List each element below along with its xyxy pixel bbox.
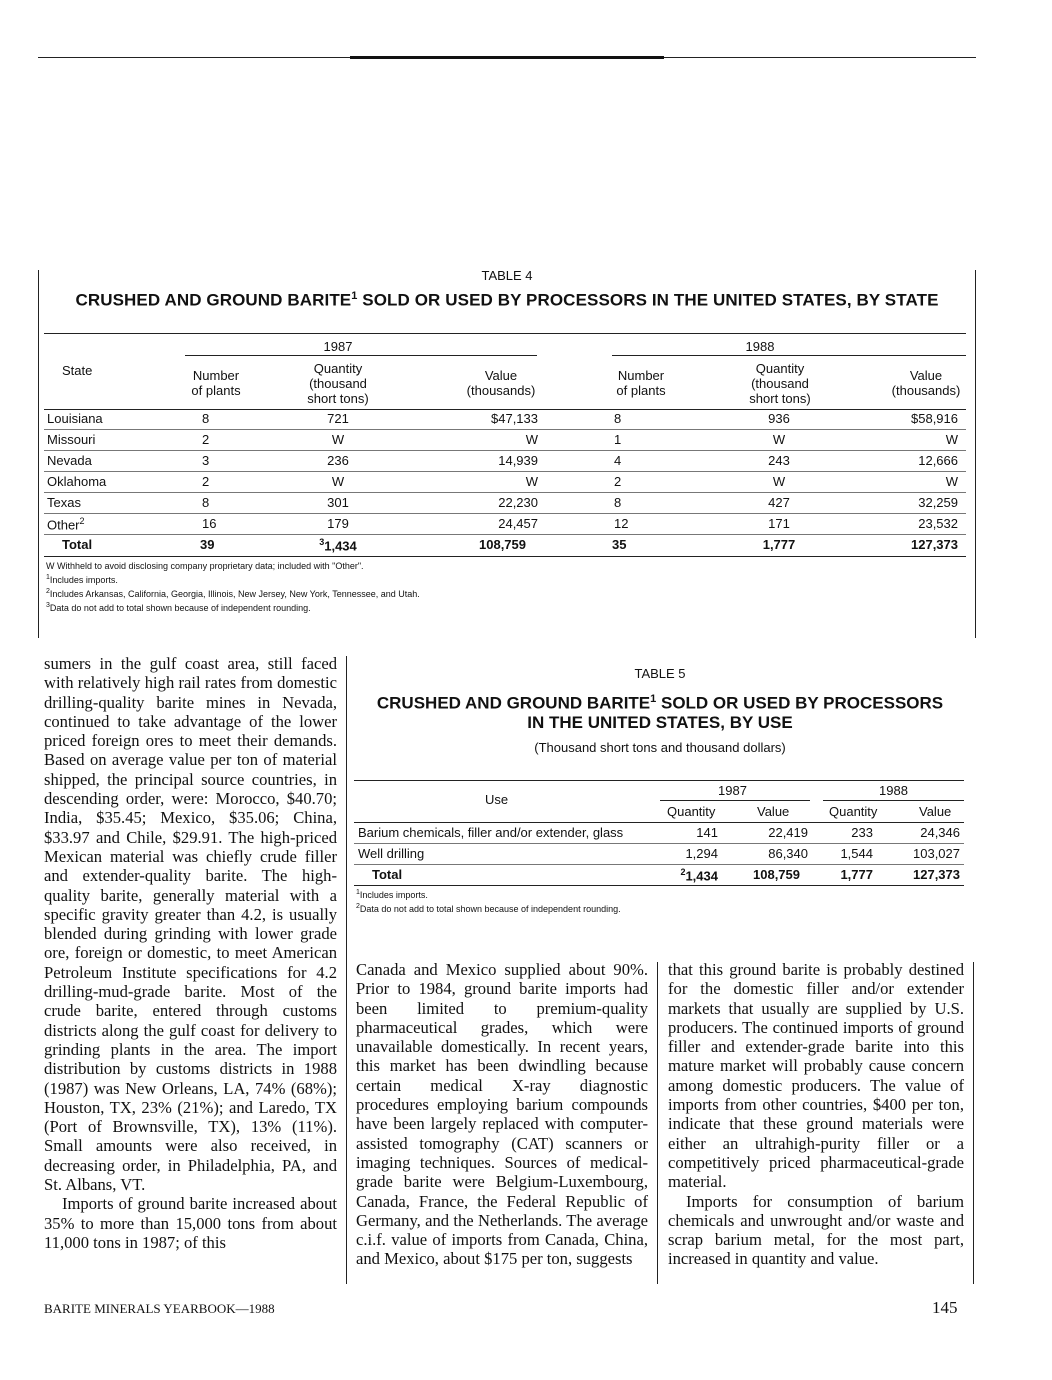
t5-total-qty88: 1,777 — [840, 867, 873, 882]
t4-plants88: 12 — [614, 516, 629, 531]
t5-qty87: 141 — [696, 825, 718, 840]
top-rule-thick — [350, 56, 664, 59]
t4-state — [47, 516, 85, 532]
table4-title-main: CRUSHED AND GROUND BARITE — [75, 290, 352, 310]
table5-subtitle: (Thousand short tons and thousand dollars) — [534, 740, 786, 755]
t4-col-value-88 — [886, 368, 966, 398]
t4-col-qty-88-l3: short tons) — [749, 391, 811, 406]
t4-value88: W — [945, 432, 958, 447]
t5-col-use: Use — [485, 792, 509, 807]
t4-col-plants-88-l1: Number — [617, 368, 665, 383]
t4-value87: 14,939 — [498, 453, 538, 468]
t4-value88: 23,532 — [918, 516, 958, 531]
t4-total-value88: 127,373 — [911, 537, 958, 552]
t4-year2-rule — [612, 355, 966, 356]
t4-value88: 32,259 — [918, 495, 958, 510]
column-divider-2 — [657, 962, 658, 1284]
t4-total-value87: 108,759 — [479, 537, 526, 552]
t4-footnote-w: W Withheld to avoid disclosing company proprietary data; included with "Other". — [46, 561, 364, 571]
t5-qty88: 1,544 — [840, 846, 873, 861]
t4-fn2-text: Includes Arkansas, California, Georgia, Illinois, New Jersey, New York, Tennessee, and Utah. — [49, 589, 420, 599]
t5-total-qty87-text: 1,434 — [685, 868, 718, 884]
col1-paragraph-2: Imports of ground barite increased about 35% to more than 15,000 tons from about 11,000 tons in 1987; of this — [44, 1194, 337, 1252]
table5-title-line2: IN THE UNITED STATES, BY USE — [527, 712, 793, 732]
t4-total-plants87: 39 — [200, 537, 215, 552]
t4-col-qty-88-l2: (thousand — [751, 376, 809, 391]
t4-col-value-87-l1: Value — [484, 368, 518, 383]
t4-plants87: 3 — [202, 453, 210, 468]
t4-col-qty-88-l1: Quantity — [755, 361, 805, 376]
t4-plants88: 8 — [614, 411, 622, 426]
t4-total-qty87 — [300, 537, 376, 553]
t4-fn1-text: Includes imports. — [49, 575, 118, 585]
t5-year1-rule — [660, 800, 810, 801]
t4-qty88: 243 — [768, 453, 790, 468]
table5-title-sup: 1 — [650, 693, 657, 705]
t5-fn1-text: Includes imports. — [359, 890, 428, 900]
t4-row-line — [44, 450, 966, 451]
t5-fn2-sup: 2 — [356, 903, 360, 910]
t4-plants88: 8 — [614, 495, 622, 510]
col3-paragraph-1: that this ground barite is probably destined for the domestic filler and/or extender markets that usually are supplied by U.S. producers. The continued imports of ground filler and extender-grade barite into this mature market will probably cause concern among domestic producers. The value of imports from other countries, $400 per ton, indicate that these ground materials were either an ultrahigh-purity filler or a competitively priced pharmaceutical-grade material. — [668, 960, 964, 1192]
t4-qty87: 236 — [327, 453, 349, 468]
t4-qty88: 936 — [768, 411, 790, 426]
t4-year1: 1987 — [323, 339, 353, 354]
t4-qty87: 179 — [327, 516, 349, 531]
t5-fn2-text: Data do not add to total shown because of independent rounding. — [359, 904, 621, 914]
t5-header-rule — [354, 822, 964, 823]
column-divider-3 — [973, 962, 974, 1284]
t4-col-qty-87-l3: short tons) — [307, 391, 369, 406]
left-margin-line — [38, 270, 39, 638]
text-column-2 — [356, 960, 648, 1269]
t4-row-line — [44, 492, 966, 493]
text-column-1 — [44, 654, 337, 1252]
t4-plants87: 2 — [202, 432, 210, 447]
t5-row-line — [354, 843, 964, 844]
t4-state: Missouri — [47, 432, 96, 447]
t4-qty87: W — [331, 432, 345, 447]
t5-total-qty87-sup: 2 — [680, 867, 686, 877]
t4-plants87: 2 — [202, 474, 210, 489]
t4-col-qty-88 — [745, 361, 815, 406]
t4-plants87: 8 — [202, 495, 210, 510]
t4-qty88: 171 — [768, 516, 790, 531]
t5-use: Barium chemicals, filler and/or extender, glass — [358, 825, 624, 840]
t4-state: Louisiana — [47, 411, 103, 426]
t4-col-state: State — [62, 363, 93, 378]
t5-col-qty-88: Quantity — [829, 804, 878, 819]
table4-bottom-rule — [44, 556, 966, 557]
t4-col-plants-88 — [613, 368, 669, 398]
t4-value87: W — [525, 474, 538, 489]
t5-year2-rule — [823, 800, 964, 801]
t4-value88: W — [945, 474, 958, 489]
t5-row-line — [354, 864, 964, 865]
t5-footnote-1 — [356, 889, 428, 900]
t5-year1: 1987 — [718, 783, 747, 798]
t4-qty87: W — [331, 474, 345, 489]
t4-row-line — [44, 513, 966, 514]
t4-state: Texas — [47, 495, 81, 510]
t4-total-plants88: 35 — [612, 537, 627, 552]
t4-value87: $47,133 — [491, 411, 538, 426]
t4-qty88: W — [772, 474, 786, 489]
t4-fn2-sup: 2 — [46, 588, 50, 595]
t4-col-plants-88-l2: of plants — [616, 383, 666, 398]
footer-running-title: BARITE MINERALS YEARBOOK—1988 — [44, 1301, 275, 1316]
t4-col-qty-87-l2: (thousand — [309, 376, 367, 391]
page-number: 145 — [932, 1298, 958, 1317]
table4-title-rest: SOLD OR USED BY PROCESSORS IN THE UNITED STATES, BY STATE — [357, 290, 939, 310]
t4-plants87: 16 — [202, 516, 217, 531]
t4-col-qty-87 — [303, 361, 373, 406]
t4-row-line — [44, 429, 966, 430]
t4-fn1-sup: 1 — [46, 574, 50, 581]
t4-col-value-88-l2: (thousands) — [891, 383, 961, 398]
table4-body-rule — [44, 409, 966, 410]
t4-plants88: 4 — [614, 453, 622, 468]
t4-footnote-1 — [46, 574, 118, 585]
t5-footnote-2 — [356, 903, 621, 914]
t4-col-plants-87 — [188, 368, 244, 398]
t5-col-value-88: Value — [919, 804, 952, 819]
t5-col-qty-87: Quantity — [667, 804, 716, 819]
table4-title-sup: 1 — [351, 290, 358, 302]
t5-use: Well drilling — [358, 846, 425, 861]
t4-col-plants-87-l1: Number — [192, 368, 240, 383]
t4-year2: 1988 — [745, 339, 775, 354]
t4-state-sup: 2 — [79, 516, 85, 526]
t5-value88: 24,346 — [920, 825, 960, 840]
t5-total-label: Total — [372, 867, 403, 882]
text-column-3 — [668, 960, 964, 1269]
t4-total-qty88: 1,777 — [762, 537, 796, 552]
t4-value87: W — [525, 432, 538, 447]
t5-qty88: 233 — [851, 825, 873, 840]
t4-state: Nevada — [47, 453, 92, 468]
table5-title — [358, 690, 962, 732]
t4-value88: $58,916 — [911, 411, 958, 426]
t4-total-qty87-text: 1,434 — [324, 538, 357, 554]
t4-row-line — [44, 534, 966, 535]
t4-qty88: W — [772, 432, 786, 447]
t4-footnote-2 — [46, 588, 420, 599]
table5-title-line1 — [358, 690, 962, 713]
table4-label: TABLE 4 — [481, 268, 533, 283]
t5-qty87: 1,294 — [685, 846, 718, 861]
t4-col-value-87 — [461, 368, 541, 398]
t4-row-line — [44, 471, 966, 472]
t5-total-value88: 127,373 — [913, 867, 960, 882]
t4-value87: 22,230 — [498, 495, 538, 510]
t5-total-value87: 108,759 — [753, 867, 800, 882]
column-divider-1 — [346, 656, 347, 1284]
right-margin-line — [975, 270, 976, 638]
t4-value88: 12,666 — [918, 453, 958, 468]
t5-value88: 103,027 — [913, 846, 960, 861]
t5-bottom-rule — [354, 885, 964, 886]
table5-label: TABLE 5 — [634, 666, 686, 681]
t5-value87: 22,419 — [768, 825, 808, 840]
t5-fn1-sup: 1 — [356, 889, 360, 896]
t4-plants88: 1 — [614, 432, 622, 447]
t4-state-text: Other — [47, 517, 80, 533]
t5-value87: 86,340 — [768, 846, 808, 861]
t4-total-label: Total — [62, 537, 93, 552]
t4-plants88: 2 — [614, 474, 622, 489]
t5-total-qty87 — [640, 867, 718, 883]
t4-col-plants-87-l2: of plants — [191, 383, 241, 398]
table4-title — [38, 290, 976, 311]
col2-paragraph-1: Canada and Mexico supplied about 90%. Prior to 1984, ground barite imports had been limited to premium-quality pharmaceutical grades, which were unavailable domestically. In recent years, this market has been dwindling because certain medical X-ray diagnostic procedures employing barium compounds have been largely replaced with computer-assisted tomography (CAT) scanners or imaging techniques. Sources of medical-grade barite were Belgium-Luxembourg, Canada, France, the Federal Republic of Germany, and the Netherlands. The average c.i.f. value of imports from Canada, China, and Mexico, about $175 per ton, suggests — [356, 960, 648, 1269]
t4-qty87: 721 — [327, 411, 349, 426]
table4-header-rule — [44, 333, 966, 334]
table5-title-1-rest: SOLD OR USED BY PROCESSORS — [656, 693, 944, 713]
col1-paragraph-1: sumers in the gulf coast area, still faced with relatively high rail rates from domestic drilling-quality barite mines in Nevada, continued to take advantage of the lower priced foreign ores to meet their demands. Based on average value per ton of material shipped, the principal source countries, in descending order, were: Morocco, $40.70; India, $35.45; Mexico, $35.06; China, $33.97 and Chile, $29.91. The high-priced Mexican material was chiefly crude filler and extender-quality barite. The high-quality barite, generally material with a specific gravity greater than 4.2, is usually blended during grinding with lower grade ore, foreign or domestic, to meet American Petroleum Institute specifications for 4.2 drilling-mud-grade barite. Most of the crude barite, entered through customs districts along the gulf coast for delivery to grinding plants in the area. The import distribution by customs districts in 1988 (1987) was New Orleans, LA, 74% (68%); Houston, TX, 23% (21%); and Laredo, TX (Port of Brownsville, TX), 13% (11%). Small amounts were also received, in decreasing order, in Philadelphia, PA, and St. Albans, VT. — [44, 654, 337, 1195]
col3-paragraph-2: Imports for consumption of barium chemicals and unwrought and/or waste and scrap barium metal, for the most part, increased in quantity and value. — [668, 1191, 964, 1269]
t4-fn3-sup: 3 — [46, 602, 50, 609]
t4-total-qty87-sup: 3 — [319, 537, 325, 547]
t5-year2: 1988 — [879, 783, 908, 798]
t5-top-rule — [354, 780, 964, 781]
t4-state: Oklahoma — [47, 474, 107, 489]
t4-col-value-88-l1: Value — [909, 368, 943, 383]
table5-title-1: CRUSHED AND GROUND BARITE — [376, 693, 651, 713]
t4-fn3-text: Data do not add to total shown because of independent rounding. — [49, 603, 311, 613]
t4-col-qty-87-l1: Quantity — [313, 361, 363, 376]
t5-col-value-87: Value — [757, 804, 790, 819]
t4-qty87: 301 — [327, 495, 349, 510]
t4-value87: 24,457 — [498, 516, 538, 531]
t4-plants87: 8 — [202, 411, 210, 426]
t4-col-value-87-l2: (thousands) — [466, 383, 536, 398]
t4-footnote-3 — [46, 602, 311, 613]
t4-qty88: 427 — [768, 495, 790, 510]
t4-year1-rule — [185, 355, 537, 356]
